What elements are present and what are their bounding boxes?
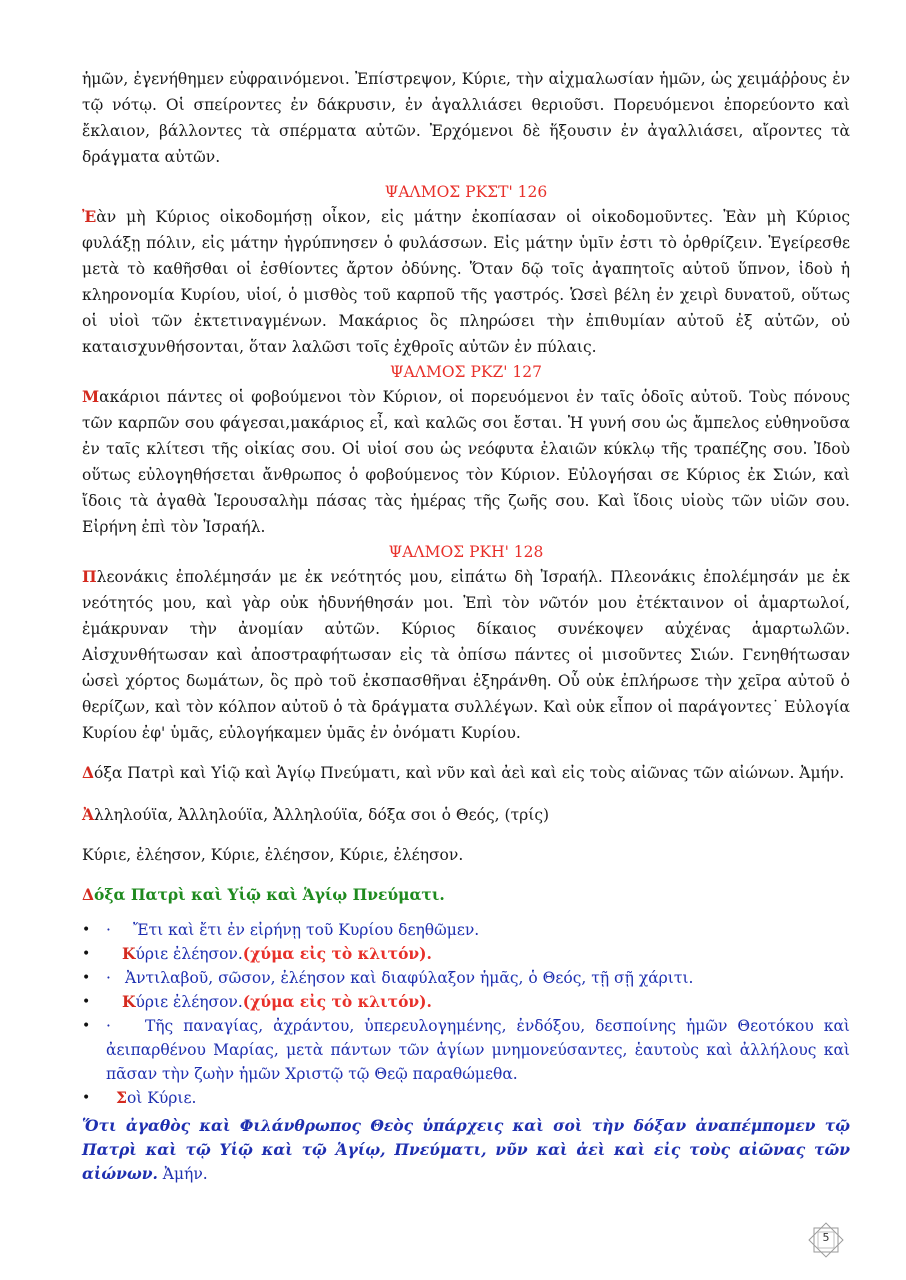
drop-initial: Π (82, 567, 97, 586)
alleluia-text: λληλούϊα, Ἀλληλούϊα, Ἀλληλούϊα, δόξα σοι ὁ Θεός, (τρίς) (94, 806, 550, 824)
list-item (82, 942, 850, 966)
bullet-icon: • (82, 922, 91, 938)
kyrie-line: Κύριε, ἐλέησον, Κύριε, ἐλέησον, Κύριε, ἐλέησον. (82, 846, 464, 864)
bullet-icon: • (82, 1018, 91, 1034)
psalm-126-text (82, 204, 850, 360)
list-item (82, 918, 850, 942)
psalm-128-text (82, 564, 850, 746)
litany-response: ύριε ἐλέησον. (135, 993, 243, 1011)
rubric-note: (χύμα εἰς τὸ κλιτόν). (242, 992, 432, 1011)
litany-list (82, 918, 850, 1110)
page-number: 5 (822, 1231, 830, 1244)
dot-marker: · (106, 921, 111, 939)
bullet-icon: • (82, 946, 91, 962)
list-item (82, 990, 850, 1014)
doxa-short-line (82, 882, 850, 908)
psalm-127-heading: ΨΑΛΜΟΣ ΡΚΖ' 127 (390, 363, 542, 381)
litany-petition: Ἔτι καὶ ἔτι ἐν εἰρήνῃ τοῦ Κυρίου δεηθῶμεν. (132, 921, 480, 939)
doxology-paragraph (82, 760, 850, 786)
litany-response: οὶ Κύριε. (126, 1089, 197, 1107)
psalm-127-text (82, 384, 850, 540)
drop-initial: Ἐ (82, 207, 97, 226)
drop-initial: Σ (116, 1088, 127, 1107)
drop-initial: Κ (122, 944, 136, 963)
doxa-short-text: όξα Πατρὶ καὶ Υἱῷ καὶ Ἁγίῳ Πνεύματι. (94, 885, 445, 904)
ekphonesis-text: Ὅτι ἀγαθὸς καὶ Φιλάνθρωπος Θεὸς ὑπάρχεις καὶ σοὶ τὴν δόξαν ἀναπέμπομεν τῷ Πατρὶ καὶ τῷ Υἱῷ καὶ τῷ Ἁγίῳ, Πνεύματι, νῦν καὶ ἀεὶ καὶ εἰς τοὺς αἰῶνας τῶν αἰώνων. (82, 1116, 850, 1183)
ekphonesis (82, 1114, 850, 1186)
psalm-126-heading: ΨΑΛΜΟΣ ΡΚΣΤ' 126 (384, 183, 548, 201)
page-number-ornament (806, 1220, 846, 1260)
page-content (82, 66, 850, 1186)
ekphonesis-amen: Ἀμήν. (157, 1165, 208, 1183)
intro-paragraph: ἡμῶν, ἐγενήθημεν εὐφραινόμενοι. Ἐπίστρεψον, Κύριε, τὴν αἰχμαλωσίαν ἡμῶν, ὡς χειμάῤῥους ἐν τῷ νότῳ. Οἱ σπείροντες ἐν δάκρυσιν, ἐν ἀγαλλιάσει θεριοῦσι. Πορευόμενοι ἐπορεύοντο καὶ ἔκλαιον, βάλλοντες τὰ σπέρματα αὐτῶν. Ἐρχόμενοι δὲ ἥξουσιν ἐν ἀγαλλιάσει, αἴροντες τὰ δράγματα αὐτῶν. (82, 70, 850, 166)
dot-marker: · (106, 969, 111, 987)
drop-initial: Ἀ (82, 805, 95, 824)
psalm-128-body: λεονάκις ἐπολέμησάν με ἐκ νεότητός μου, εἰπάτω δὴ Ἰσραήλ. Πλεονάκις ἐπολέμησάν με ἐκ νεότητός μου, καὶ γὰρ οὐκ ἠδυνήθησάν μοι. Ἐπὶ τὸν νῶτόν μου ἐτέκταινον οἱ ἁμαρτωλοί, ἐμάκρυναν τὴν ἀνομίαν αὐτῶν. Κύριος δίκαιος συνέκοψεν αὐχένας ἁμαρτωλῶν. Αἰσχυνθήτωσαν καὶ ἀποστραφήτωσαν εἰς τὰ ὀπίσω πάντες οἱ μισοῦντες Σιών. Γενηθήτωσαν ὡσεὶ χόρτος δωμάτων, ὃς πρὸ τοῦ ἐκσπασθῆναι ἐξηράνθη. Οὗ οὐκ ἐπλήρωσε τὴν χεῖρα αὐτοῦ ὁ θερίζων, καὶ τὸν κόλπον αὐτοῦ ὁ τὰ δράγματα συλλέγων. Καὶ οὐκ εἶπον οἱ παράγοντες˙ Εὐλογία Κυρίου ἐφ' ὑμᾶς, εὐλογήκαμεν ὑμᾶς ἐν ὀνόματι Κυρίου. (82, 568, 850, 742)
psalm-127-body: ακάριοι πάντες οἱ φοβούμενοι τὸν Κύριον, οἱ πορευόμενοι ἐν ταῖς ὁδοῖς αὐτοῦ. Τοὺς πόνους τῶν καρπῶν σου φάγεσαι,μακάριος εἶ, καὶ καλῶς σοι ἔσται. Ἡ γυνή σου ὡς ἄμπελος εὐθηνοῦσα ἐν ταῖς κλίτεσι τῆς οἰκίας σου. Οἱ υἱοί σου ὡς νεόφυτα ἐλαιῶν κύκλῳ τῆς τραπέζης σου. Ἰδοὺ οὕτως εὐλογηθήσεται ἄνθρωπος ὁ φοβούμενος τὸν Κύριον. Εὐλογήσαι σε Κύριος ἐκ Σιών, καὶ ἴδοις τὰ ἀγαθὰ Ἱερουσαλὴμ πάσας τὰς ἡμέρας τῆς ζωῆς σου. Καὶ ἴδοις υἱοὺς τῶν υἱῶν σου. Εἰρήνη ἐπὶ τὸν Ἰσραήλ. (82, 388, 850, 536)
bullet-icon: • (82, 994, 91, 1010)
dot-marker: · (106, 1017, 111, 1035)
alleluia-line (82, 802, 850, 828)
rubric-note: (χύμα εἰς τὸ κλιτόν). (242, 944, 432, 963)
drop-initial: Κ (122, 992, 136, 1011)
drop-initial: Μ (82, 387, 100, 406)
litany-petition: Τῆς παναγίας, ἀχράντου, ὑπερευλογημένης, ἐνδόξου, δεσποίνης ἡμῶν Θεοτόκου καὶ ἀειπαρθένου Μαρίας, μετὰ πάντων τῶν ἁγίων μνημονεύσαντες, ἑαυτοὺς καὶ ἀλλήλους καὶ πᾶσαν τὴν ζωὴν ἡμῶν Χριστῷ τῷ Θεῷ παραθώμεθα. (106, 1017, 850, 1083)
drop-initial: Δ (82, 763, 95, 782)
litany-response: ύριε ἐλέησον. (135, 945, 243, 963)
psalm-126-body: ὰν μὴ Κύριος οἰκοδομήσῃ οἶκον, εἰς μάτην ἐκοπίασαν οἱ οἰκοδομοῦντες. Ἐὰν μὴ Κύριος φυλάξῃ πόλιν, εἰς μάτην ἠγρύπνησεν ὁ φυλάσσων. Εἰς μάτην ὑμῖν ἐστι τὸ ὀρθρίζειν. Ἐγείρεσθε μετὰ τὸ καθῆσθαι οἱ ἐσθίοντες ἄρτον ὀδύνης. Ὅταν δῷ τοῖς ἀγαπητοῖς αὐτοῦ ὕπνον, ἰδοὺ ἡ κληρονομία Κυρίου, υἱοί, ὁ μισθὸς τοῦ καρποῦ τῆς γαστρός. Ὡσεὶ βέλη ἐν χειρὶ δυνατοῦ, οὕτως οἱ υἱοὶ τῶν ἐκτετιναγμένων. Μακάριος ὃς πληρώσει τὴν ἐπιθυμίαν αὐτοῦ ἐξ αὐτῶν, οὐ καταισχυνθήσονται, ὅταν λαλῶσι τοῖς ἐχθροῖς αὐτῶν ἐν πύλαις. (82, 208, 850, 356)
litany-petition: Ἀντιλαβοῦ, σῶσον, ἐλέησον καὶ διαφύλαξον ἡμᾶς, ὁ Θεός, τῇ σῇ χάριτι. (124, 969, 694, 987)
drop-initial: Δ (82, 885, 95, 904)
doxology-text: όξα Πατρὶ καὶ Υἱῷ καὶ Ἁγίῳ Πνεύματι, καὶ νῦν καὶ ἀεὶ καὶ εἰς τοὺς αἰῶνας τῶν αἰώνων. Ἀμήν. (94, 764, 845, 782)
bullet-icon: • (82, 1090, 91, 1106)
list-item (82, 1086, 850, 1110)
bullet-icon: • (82, 970, 91, 986)
list-item (82, 966, 850, 990)
list-item (82, 1014, 850, 1086)
psalm-128-heading: ΨΑΛΜΟΣ ΡΚΗ' 128 (388, 543, 544, 561)
